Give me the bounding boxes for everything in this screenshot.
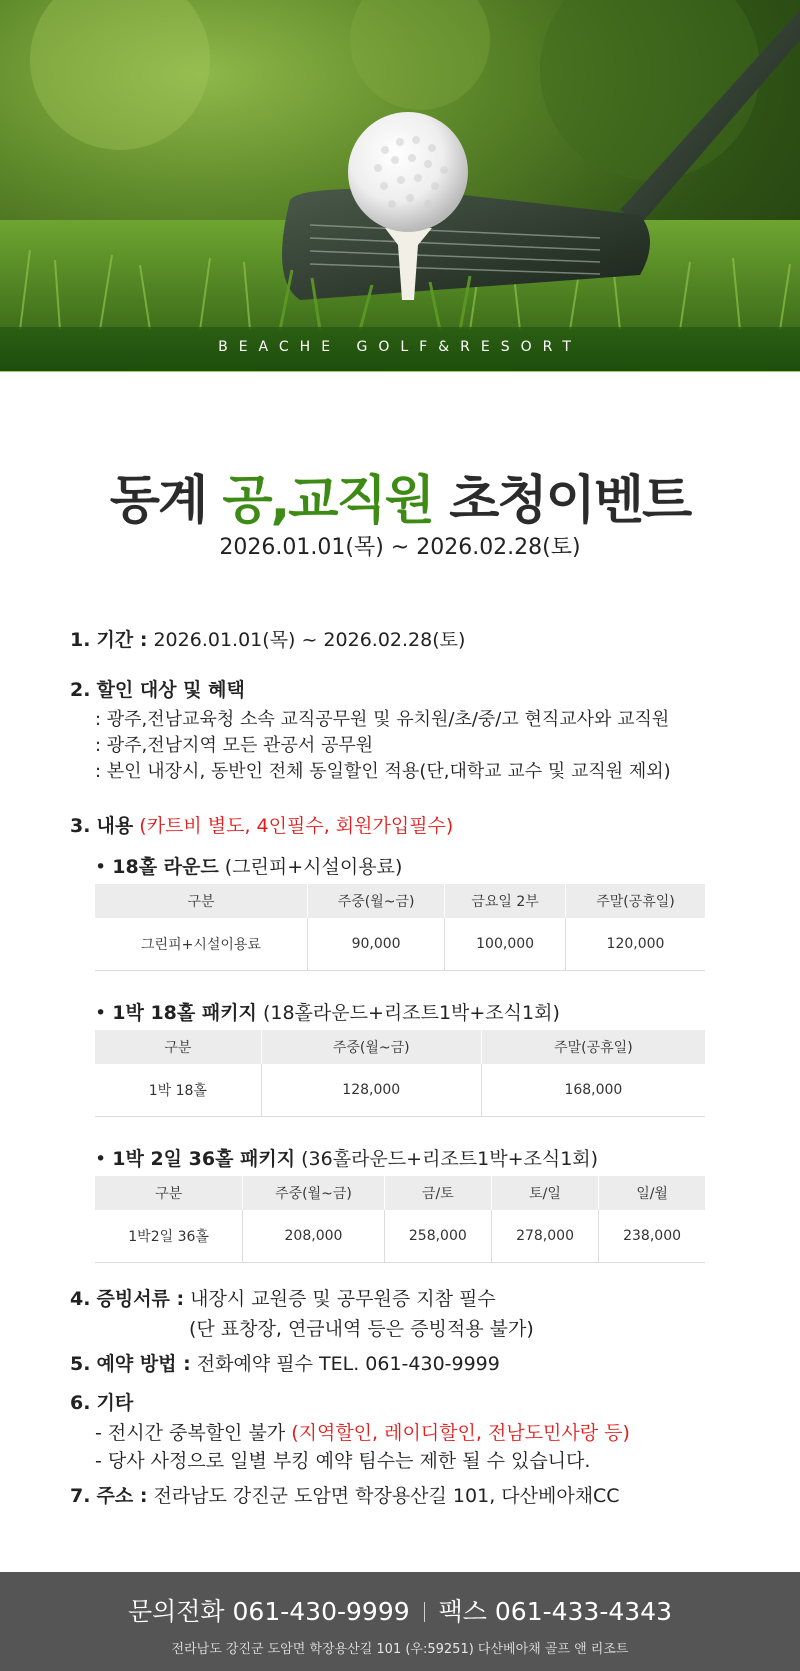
event-period: 2026.01.01(목) ~ 2026.02.28(토) (219, 535, 581, 560)
footer-contact (0, 1592, 800, 1628)
package-desc: (그린피+시설이용료) (218, 856, 403, 878)
table-row (95, 1064, 705, 1116)
table-header: 토/일 (491, 1176, 598, 1210)
brand-name: BEACHE GOLF&RESORT (218, 339, 582, 355)
table-row (95, 918, 705, 970)
footer-tel: 문의전화 061-430-9999 (127, 1597, 410, 1626)
table-header: 주중(월~금) (243, 1176, 385, 1210)
table-header: 주말(공휴일) (566, 884, 706, 918)
table-cell: 90,000 (308, 918, 445, 970)
section-number: 1. (70, 629, 91, 651)
footer (0, 1572, 800, 1671)
section-period (70, 627, 465, 655)
section-number: 3. (70, 815, 91, 837)
target-line-3: : 본인 내장시, 동반인 전체 동일할인 적용(단,대학교 교수 및 교직원 제외) (95, 761, 671, 782)
section-content (70, 813, 453, 841)
documents-note: (단 표창장, 연금내역 등은 증빙적용 불가) (189, 1318, 534, 1340)
section-label: 기간 : (96, 629, 148, 651)
table-row (95, 1210, 705, 1262)
package-1night-18-heading (95, 998, 560, 1025)
section-label: 주소 : (96, 1485, 148, 1507)
package-2day-36-heading (95, 1144, 598, 1171)
table-header: 주말(공휴일) (481, 1030, 705, 1064)
table-header: 주중(월~금) (308, 884, 445, 918)
section-documents (70, 1286, 496, 1314)
section-number: 2. (70, 679, 91, 701)
package-desc: (36홀라운드+리조트1박+조식1회) (295, 1148, 599, 1170)
table-header: 일/월 (599, 1176, 705, 1210)
golf-ball-illustration (0, 0, 800, 372)
table-header: 금/토 (384, 1176, 491, 1210)
content-note: (카트비 별도, 4인필수, 회원가입필수) (133, 815, 454, 837)
table-cell: 238,000 (599, 1210, 705, 1262)
section-address (70, 1483, 620, 1511)
section-label: 할인 대상 및 혜택 (96, 679, 245, 701)
section-label: 기타 (96, 1392, 134, 1414)
section-text: 전화예약 필수 TEL. 061-430-9999 (190, 1353, 500, 1375)
table-header: 구분 (95, 1176, 243, 1210)
table-cell: 100,000 (445, 918, 566, 970)
table-header-row (95, 884, 705, 918)
target-line-2: : 광주,전남지역 모든 관공서 공무원 (95, 735, 374, 756)
package-name: 18홀 라운드 (112, 856, 219, 878)
price-table-2day-36 (95, 1176, 705, 1263)
table-cell: 168,000 (481, 1064, 705, 1116)
page-title (0, 458, 800, 533)
section-target (70, 677, 245, 705)
package-name: 1박 18홀 패키지 (112, 1002, 257, 1024)
bullet-dot: • (95, 1148, 113, 1170)
table-header: 주중(월~금) (261, 1030, 481, 1064)
package-18-round-heading (95, 852, 402, 879)
section-number: 7. (70, 1485, 91, 1507)
bullet-dot: • (95, 856, 113, 878)
section-number: 4. (70, 1288, 91, 1310)
table-cell: 120,000 (566, 918, 706, 970)
etc-line-2: - 당사 사정으로 일별 부킹 예약 팀수는 제한 될 수 있습니다. (95, 1450, 591, 1472)
table-header: 구분 (95, 1030, 261, 1064)
table-header: 구분 (95, 884, 308, 918)
package-desc: (18홀라운드+리조트1박+조식1회) (256, 1002, 560, 1024)
section-number: 6. (70, 1392, 91, 1414)
price-table-1night-18 (95, 1030, 705, 1117)
table-cell: 그린피+시설이용료 (95, 918, 308, 970)
title-highlight: 공,교직원 (222, 471, 433, 531)
section-label: 예약 방법 : (96, 1353, 191, 1375)
etc-line-1 (95, 1418, 630, 1445)
table-header-row (95, 1176, 705, 1210)
title-part3: 초청이벤트 (433, 471, 691, 531)
section-etc (70, 1390, 133, 1418)
section-text: 2026.01.01(목) ~ 2026.02.28(토) (147, 629, 466, 651)
table-cell: 1박 18홀 (95, 1064, 261, 1116)
section-label: 증빙서류 : (96, 1288, 185, 1310)
target-line-1: : 광주,전남교육청 소속 교직공무원 및 유치원/초/중/고 현직교사와 교직원 (95, 709, 670, 730)
section-reservation (70, 1351, 500, 1379)
title-part1: 동계 (109, 471, 223, 531)
price-table-18-round (95, 884, 705, 971)
footer-address: 전라남도 강진군 도암면 학장용산길 101 (우:59251) 다산베아채 골프 앤 리조트 (171, 1642, 629, 1657)
footer-fax: 팩스 061-433-4343 (438, 1597, 672, 1626)
section-label: 내용 (96, 815, 134, 837)
section-text: 내장시 교원증 및 공무원증 지참 필수 (184, 1288, 496, 1310)
section-number: 5. (70, 1353, 91, 1375)
etc-line-1-note: (지역할인, 레이디할인, 전남도민사랑 등) (291, 1422, 630, 1444)
table-cell: 258,000 (384, 1210, 491, 1262)
section-text: 전라남도 강진군 도암면 학장용산길 101, 다산베아채CC (147, 1485, 620, 1507)
footer-divider (424, 1602, 425, 1622)
table-cell: 128,000 (261, 1064, 481, 1116)
package-name: 1박 2일 36홀 패키지 (112, 1148, 296, 1170)
table-header: 금요일 2부 (445, 884, 566, 918)
etc-line-1-text: - 전시간 중복할인 불가 (95, 1422, 292, 1444)
table-cell: 278,000 (491, 1210, 598, 1262)
table-cell: 208,000 (243, 1210, 385, 1262)
table-cell: 1박2일 36홀 (95, 1210, 243, 1262)
hero-image (0, 0, 800, 372)
bullet-dot: • (95, 1002, 113, 1024)
table-header-row (95, 1030, 705, 1064)
